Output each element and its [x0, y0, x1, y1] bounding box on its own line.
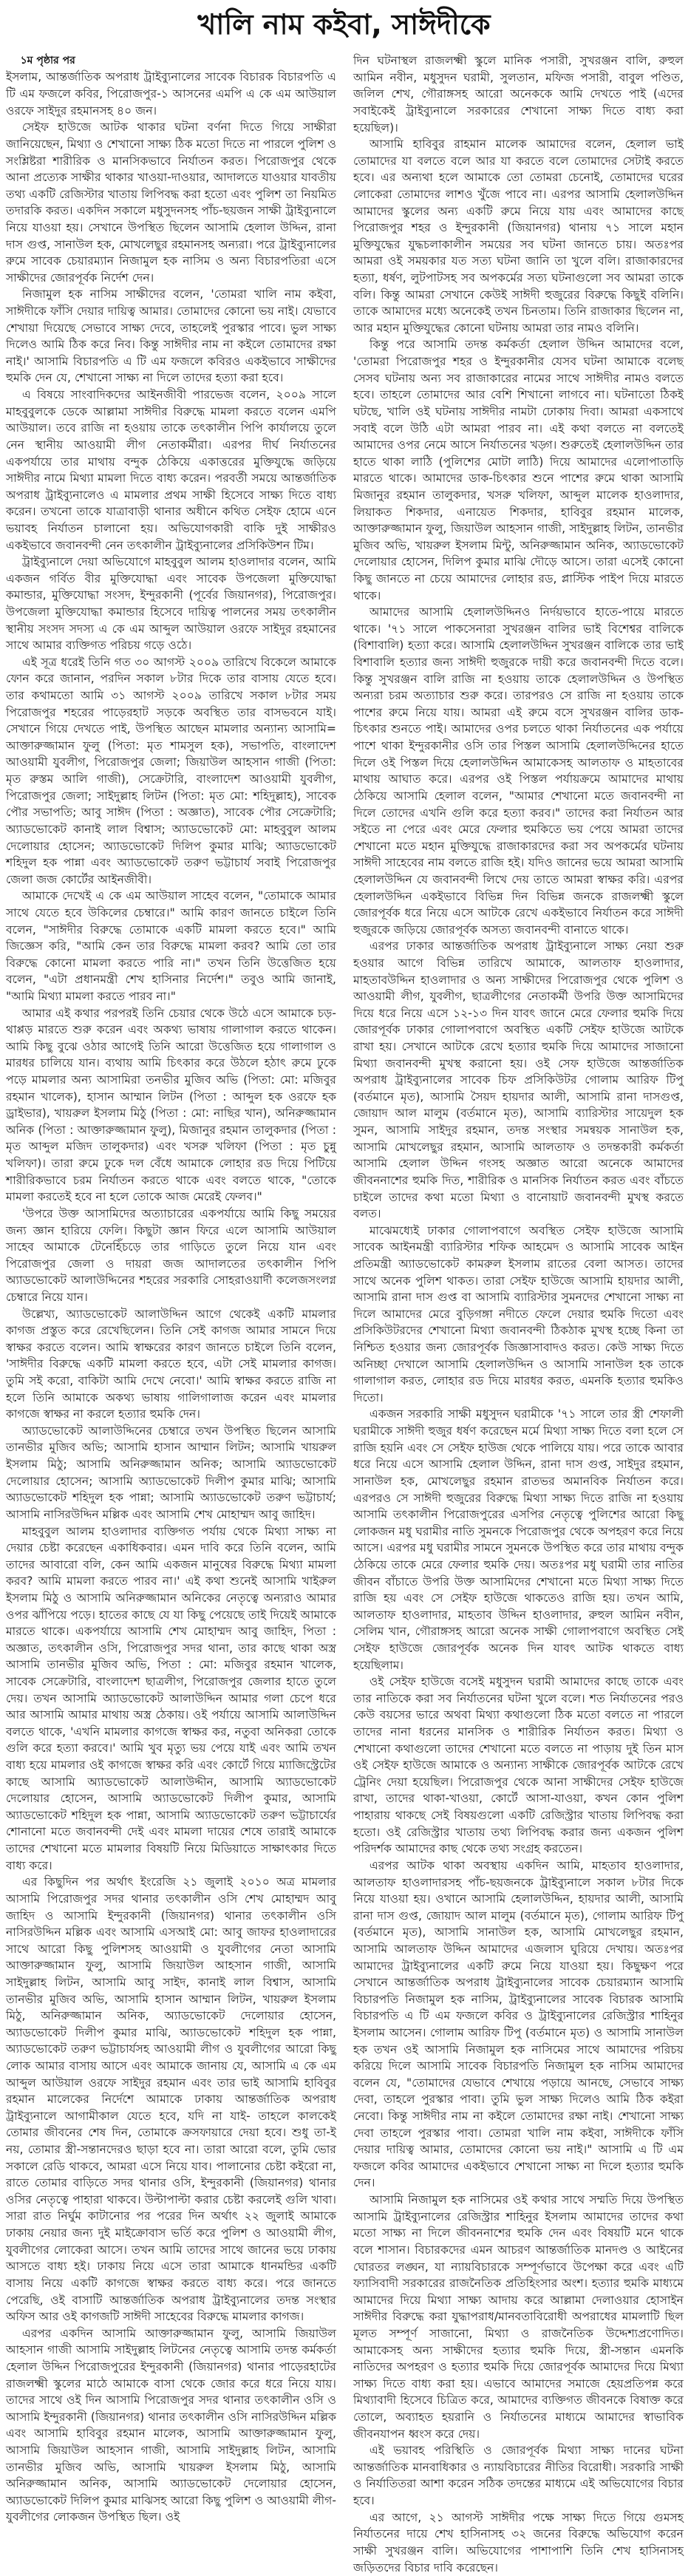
paragraph: আমাকে দেখেই এ কে এম আউয়াল সাহেব বলেন, "তোমাকে আমার সাথে যেতে হবে উকিলের চেম্বারে।" আমি কারণ জানতে চাইলে তিনি বলেন, "সাঈদীর বিরুদ্ধে তোমাকে একটি মামলা করতে হবে।" আমি জিজ্ঞেস করি, "আমি কেন তার বিরুদ্ধে মামলা করব? আমি তো তার বিরুদ্ধে কোনো মামলা করতে পারি না।" তখন তিনি উত্তেজিত হয়ে বলেন, "এটা প্রধানমন্ত্রী শেখ হাসিনার নির্দেশ।" তবুও আমি জানাই, "আমি মিথ্যা মামলা করতে পারব না।"	[6, 889, 336, 1003]
paragraph: এরপর একদিন আসামি আক্তারুজ্জামান ফুলু, আসামি জিয়াউল আহসান গাজী আসামি সাইদুল্লাহ লিটনের নেতৃত্বে আসামি তদন্ত কর্মকর্তা হেলাল উদ্দিন পিরোজপুরের ইন্দুরকানী (জিয়ানগর) থানার পাড়েরহাটের রাজলক্ষ্মী স্কুলের মাঠে আমাকে বাসা থেকে জোর করে ধরে নিয়ে যায়। তাদের সাথে ওই দিন আসামি পিরোজপুর সদর থানার তৎকালীন ওসি ও আসামি ইন্দুরকানী (জিয়ানগর) থানার তৎকালীন ওসি নাসিরউদ্দিন মল্লিক এবং আসামি হাবিবুর রহমান মালেক, আসামি আক্তারুজ্জামান ফুলু, আসামি জিয়াউল আহসান গাজী, আসামি সাইদুল্লাহ লিটন, আসামি তানভীর মুজিব অভি, আসামি খায়রুল ইসলাম মিঠু, আসামি অনিরুজ্জামান অনিক, আসামি অ্যাডভোকেট দেলোয়ার হোসেন, অ্যাডভোকেট দিলিপ কুমার মাঝিসহ আরো কিছু পুলিশ ও আওয়ামী লীগ-যুবলীগের লোকজন উপস্থিত ছিল। ওই	[6, 2326, 336, 2524]
paragraph: এই ভয়াবহ পরিস্থিতি ও জোরপূর্বক মিথ্যা সাক্ষ্য দানের ঘটনা আন্তর্জাতিক মানবাধিকার ও ন্যায়বিচারের নীতির বিরোধী। সরকারি সাক্ষী ও নির্যাতিতরা আশা করেন সঠিক তদন্তের মাধ্যমে এই অভিযোগের বিচার হবে।	[353, 2444, 684, 2508]
paragraph: দিন ঘটনাস্থল রাজলক্ষ্মী স্কুলে মানিক পসারী, সুখরঞ্জন বালি, রুহুল আমিন নবীন, মধুসুদন ঘরামী, সুলতান, মফিজ পসারী, বাবুল পণ্ডিত, জলিল শেখ, গৌরাঙ্গসহ আরো অনেককে আমি দেখতে পাই (এদের সবাইকেই ট্রাইব্যুনালে সরকারের শেখানো সাক্ষ্য দিতে বাধ্য করা হয়েছিল)।	[353, 54, 684, 135]
paragraph: আমার এই কথার পরপরই তিনি চেয়ার থেকে উঠে এসে আমাকে চড়-থাপ্পড় মারতে শুরু করেন এবং অকথ্য ভাষায় গালাগাল করতে থাকেন। আমি কিছু বুঝে ওঠার আগেই তিনি আরো উত্তেজিত হয়ে গালাগাল ও মারধর চালিয়ে যান। ব্যথায় আমি চিৎকার করে উঠলে হঠাৎ রুমে ঢুকে পড়ে মামলার অন্য আসামিরা তনভীর মুজিব অভি (পিতা: মো: মজিবুর রহমান খালেক), হাসান আম্মান লিটন (পিতা : আব্দুল হক ওরফে হক ড্রাইভার), খায়রুল ইসলাম মিঠু (পিতা : মো: নাছির খান), অনিরুজ্জামান অনিক (পিতা : আক্তারুজ্জামান ফুলু), মিজানুর রহমান তালুকদার (পিতা : মৃত আব্দুল মজিদ তালুকদার) এবং খসরু খলিফা (পিতা : মৃত চুন্নু খলিফা)। তারা রুমে ঢুকে দল বেঁধে আমাকে লোহার রড দিয়ে পিটিয়ে শারীরিকভাবে চরম নির্যাতন করতে থাকে এবং বলতে থাকে, "তোকে মামলা করতেই হবে না হলে তোকে আজ মেরেই ফেলব।"	[6, 1006, 336, 1204]
paragraph: নিজামুল হক নাসিম সাক্ষীদের বলেন, 'তোমরা খালি নাম কইবা, সাঈদীকে ফাঁসি দেয়ার দায়িত্ব আমার। তোমাদের কোনো ভয় নাই। যেভাবে শেখায়া দিয়েছে সেভাবে সাক্ষ্য দেবে, তাহলেই পুরস্কার পাবে। ভুল সাক্ষ্য দিলেও আমি ঠিক করে নিব। কিন্তু সাঈদীর নাম না কইলে তোমাদের রক্ষা নাই।' আসামি বিচারপতি এ টি এম ফজলে কবিরও একইভাবে সাক্ষীদের হুমকি দেন যে, শেখানো সাক্ষ্য না দিলে তাদের হত্যা করা হবে।	[6, 288, 336, 385]
paragraph: উল্লেখ্য, অ্যাডভোকেট আলাউদ্দিন আগে থেকেই একটি মামলার কাগজ প্রস্তুত করে রেখেছিলেন। তিনি সেই কাগজ আমার সামনে দিয়ে স্বাক্ষর করতে বলেন। আমি স্বাক্ষরের কারণ জানতে চাইলে তিনি বলেন, 'সাঈদীর বিরুদ্ধে একটি মামলা করতে হবে, এটা সেই মামলার কাগজ। তুমি সই করো, বাকিটা আমি দেখে নেবো।' আমি স্বাক্ষর করতে রাজি না হলে তিনি আমাকে অকথ্য ভাষায় গালিগালাজ করেন এবং মামলার কাগজে স্বাক্ষর না করলে হত্যার হুমকি দেন।	[6, 1307, 336, 1421]
paragraph: এর কিছুদিন পর অর্থাৎ ইংরেজি ২১ জুলাই ২০১০ অত্র মামলার আসামি পিরোজপুর সদর থানার তৎকালীন ওসি শেখ মোহাম্মদ আবু জাহিদ ও আসামি ইন্দুরকানী (জিয়ানগর) থানার তৎকালীন ওসি নাসিরউদ্দিন মল্লিক এবং আসামি এসআই মো: আবু জাফর হাওলাদারের সাথে আরো কিছু পুলিশসহ আওয়ামী ও যুবলীগের নেতা আসামি আক্তারুজ্জামান ফুলু, আসামি জিয়াউল আহসান গাজী, আসামি সাইদুল্লাহ লিটন, আসামি আবু সাইদ, কানাই লাল বিশ্বাস, আসামি তানভীর মুজিব অভি, আসামি হাসান আম্মান লিটন, খায়রুল ইসলাম মিঠু, অনিরুজ্জামান অনিক, অ্যাডভোকেট দেলোয়ার হোসেন, অ্যাডভোকেট দিলীপ কুমার মাঝি, অ্যাডভোকেট শহিদুল হক পান্না, অ্যাডভোকেট তরুণ ভট্টাচার্যসহ আওয়ামী লীগ ও যুবলীগের আরো কিছু লোক আমার বাসায় আসে এবং আমাকে জানায় যে, আসামি এ কে এম আব্দুল আউয়াল ওরফে সাইদুর রহমান এবং তার ভাই আসামি হাবিবুর রহমান মালেকের নির্দেশে আমাকে ঢাকায় আন্তর্জাতিক অপরাধ ট্রাইব্যুনালে আগামীকাল যেতে হবে, যদি না যাই- তাহলে কালকেই তোমার জীবনের শেষ দিন, তোমাকে ক্রসফায়ারে দেয়া হবে। শুধু তা-ই নয়, তোমার স্ত্রী-সন্তানদেরও ছাড়া হবে না। তারা আরো বলে, তুমি ভোর সকালে রেডি থাকবে, আমরা এসে নিয়ে যাব। পালানোর চেষ্টা কইরো না, রাতে তোমার বাড়িতে সদর থানার ওসি, ইন্দুরকানী (জিয়ানগর) থানার ওসির নেতৃত্বে পাহারা থাকবে। উল্টাপাল্টা করার চেষ্টা করলেই গুলি খাবা। সারা রাত নির্ঘুম কাটানোর পর পরের দিন অর্থাৎ ২২ জুলাই আমাকে ঢাকায় নেয়ার জন্য দুই মাইক্রোবাস ভর্তি করে পুলিশ ও আওয়ামী লীগ, যুবলীগের লোকেরা আসে। তখন আমি তাদের সাথে জানের ভয়ে ঢাকায় আসতে বাধ্য হই। ঢাকায় নিয়ে এসে তারা আমাকে ধানমন্ডির একটি বাসায় নিয়ে একটি কাগজে স্বাক্ষর করতে বাধ্য করে। পরে জানতে পেরেছি, ওই বাসাটি আন্তর্জাতিক অপরাধ ট্রাইব্যুনালের তদন্ত সংস্থার অফিস আর ওই কাগজটি সাঈদী সাহেবের বিরুদ্ধে মামলার কাগজ।	[6, 1875, 336, 2324]
paragraph: আসামি হাবিবুর রাহমান মালেক আমাদের বলেন, হেলাল ভাই তোমাদের যা বলতে বলে আর যা করতে বলে তোমাদের সেটাই করতে হবে। এর অন্যথা হলে আমাকে তো তোমরা চেনোই, তোমাদের ঘরের লোকেরা তোমাদের লাশও খুঁজে পাবে না। এরপর আসামি হেলালউদ্দিন আমাদের স্কুলের অন্য একটি রুমে নিয়ে যায় এবং আমাদের কাছে পিরোজপুর শহর ও ইন্দুরকানী (জিয়ানগর) থানায় ৭১ সালে মহান মুক্তিযুদ্ধের যুদ্ধচলাকালীন সময়ের সব ঘটনা জানতে চায়। অতঃপর আমরা ওই সময়কার যত সত্য ঘটনা জানি তা খুলে বলি। রাজাকারদের হত্যা, ধর্ষণ, লুটপাটসহ সব অপকর্মের সত্য ঘটনাগুলো সব আমরা তাকে বলি। কিন্তু আমরা সেখানে কেউই সাঈদী হুজুরের বিরুদ্ধে কিছুই বলিনি। তাকে আমাদের মধ্যে অনেকেই তখন চিনতাম। তিনি রাজাকার ছিলেন না, আর মহান মুক্তিযুদ্ধের কোনো ঘটনায় আমরা তার নামও বলিনি।	[353, 137, 684, 335]
paragraph: ইসলাম, আন্তর্জাতিক অপরাধ ট্রাইব্যুনালের সাবেক বিচারক বিচারপতি এ টি এম ফজলে কবির, পিরোজপুর-১ আসনের এমপি এ কে এম আউয়াল ওরফে সাইদুর রহমানসহ ৪০ জন।	[6, 70, 336, 118]
paragraph: মাহবুবুল আলম হাওলাদার ব্যক্তিগত পর্যায় থেকে মিথ্যা সাক্ষ্য না দেয়ার চেষ্টা করেছেন একাধিকবার। এমন দাবি করে তিনি বলেন, আমি তাদের আবারো বলি, কেন আমি একজন মানুষের বিরুদ্ধে মিথ্যা মামলা করব? আমি মামলা করতে পারব না।' এই কথা শুনেই আসামি খাইরুল ইসলাম মিঠু ও আসামি অনিরুজ্জামান অনিকের নেতৃত্বে অন্যরাও আমার ওপর ঝাঁপিয়ে পড়ে। হাতের কাছে যে যা কিছু পেয়েছে তাই দিয়েই আমাকে মারতে থাকে। একপর্যায়ে আসামি শেখ মোহাম্মদ আবু জাহিদ, পিতা : অজ্ঞাত, তৎকালীন ওসি, পিরোজপুর সদর থানা, তার কাছে থাকা অস্ত্র আসামি তানভীর মুজিব অভি, পিতা : মো: মজিবুর রহমান খালেক, সাবেক সেক্রেটারি, বাংলাদেশ ছাত্রলীগ, পিরোজপুর জেলার হাতে তুলে দেয়। তখন আসামি অ্যাডভোকেট আলাউদ্দিন আমার গলা চেপে ধরে আর আসামি আমার মাথায় অস্ত্র ঠেকায়। ওই পর্যায়ে আসামি আলাউদ্দিন বলতে থাকে, 'এখনি মামলার কাগজে স্বাক্ষর কর, নতুবা অনিকরা তোকে গুলি করে হত্যা করবে।' আমি খুব মৃত্যু ভয় পেয়ে যাই এবং আমি তখন বাধ্য হয়ে মামলার ওই কাগজে স্বাক্ষর করি এবং কোর্টে গিয়ে ম্যাজিস্ট্রেটের কাছে আসামি অ্যাডভোকেট আলাউদ্দীন, আসামি অ্যাডভোকেট দেলোয়ার হোসেন, আসামি অ্যাডভোকেট দিলীপ কুমার, আসামি অ্যাডভোকেট শহিদুল হক পান্না, আসামি অ্যাডভোকেট তরুণ ভট্টাচার্যের শোনানো মতে জবানবন্দী দেই এবং মামলা দায়ের শেষে তারাই আমাকে তাদের শেখানো মতে মামলার বিষয়টি নিয়ে মিডিয়াতে সাক্ষাৎকার দিতে বাধ্য করে।	[6, 1524, 336, 1872]
paragraph: আসামি নিজামুল হক নাসিমের ওই কথার সাথে সম্মতি দিয়ে উপস্থিত আসামি ট্রাইব্যুনালের রেজিস্ট্রার শাহিনুর ইসলাম আমাদের তাদের কথা মতো সাক্ষ্য না দিলে জীবননাশের হুমকি দেন এবং বিষয়টি মনে থাকে বলে শাসান। বিচারকদের এমন আচরণ আন্তর্জাতিক মানদণ্ড ও আইনের ঘোরতর লঙ্ঘন, যা ন্যায়বিচারকে সম্পূর্ণভাবে উপেক্ষা করে এবং এটি ফ্যাসিবাদী সরকারের রাজনৈতিক প্রতিহিংসার অংশ। হত্যার হুমকি মাধ্যমে আমাদের দিয়ে মিথ্যা সাক্ষ্য আদায় করে আল্লামা দেলাওয়ার হোসাইন সাঈদীর বিরুদ্ধে করা যুদ্ধাপরাধ/মানবতাবিরোধী অপরাধের মামলাটি ছিল মূলত সম্পূর্ণ সাজানো, মিথ্যা ও রাজনৈতিক উদ্দেশ্যপ্রণোদিত। আমাকেসহ অন্য সাক্ষীদের হত্যার হুমকি দিয়ে, স্ত্রী-সন্তান এমনকি নাতিদের অপহরণ ও হত্যার হুমকি দিয়ে জোরপূর্বক আমাদের দিয়ে মিথ্যা সাক্ষ্য দিতে বাধ্য করা হয়। এভাবে আমাদের সমাজে হেয়প্রতিপন্ন করে মিথ্যাবাদী হিসেবে চিত্রিত করে, আমাদের ব্যক্তিগত জীবনকে বিষাক্ত করে তোলে, অব্যাহত হয়রানি ও নির্যাতনের মাধ্যমে আমাদের স্বাভাবিক জীবনযাপন ধ্বংস করে দেয়।	[353, 2193, 684, 2441]
continued-from-label: ১ম পৃষ্ঠার পর	[20, 55, 75, 67]
paragraph: 'উপরে উক্ত আসামিদের অত্যাচারের একপর্যায়ে আমি কিছু সময়ের জন্য জ্ঞান হারিয়ে ফেলি। কিছুটা জ্ঞান ফিরে এলে আসামি আউয়াল সাহেব আমাকে টেনেহিঁচড়ে তার গাড়িতে তুলে নিয়ে যান এবং পিরোজপুর জেলা ও দায়রা জজ আদালতের তৎকালীন পিপি অ্যাডভোকেট আলাউদ্দিনের শহরের সরকারি সোহরাওয়ার্দী কলেজসংলগ্ন চেম্বারে নিয়ে যান।	[6, 1206, 336, 1304]
article-column-left	[6, 52, 336, 2526]
article-column-right	[353, 52, 684, 2576]
paragraph: ট্রাইব্যুনালে দেয়া অভিযোগে মাহবুবুল আলম হাওলাদার বলেন, আমি একজন গর্বিত বীর মুক্তিযোদ্ধা এবং সাবেক উপজেলা মুক্তিযোদ্ধা কমান্ডার, মুক্তিযোদ্ধা সংসদ, ইন্দুরকানী (পূর্বের জিয়ানগর), পিরোজপুর। উপজেলা মুক্তিযোদ্ধা কমান্ডার হিসেবে দায়িত্ব পালনের সময় তৎকালীন স্থানীয় সংসদ সদস্য এ কে এম আব্দুল আউয়াল ওরফে সাইদুর রহমানের সাথে আমার ব্যক্তিগত পরিচয় গড়ে ওঠে।	[6, 555, 336, 653]
paragraph: আমাদের আসামি হেলালউদ্দিনও নির্দয়ভাবে হাতে-পায়ে মারতে থাকে। '৭১ সালে পাকসেনারা সুখরঞ্জন বালির ভাই বিশেশ্বর বালিকে (বিশাবালি) হত্যা করে। আসামি হেলালউদ্দিন সুখরঞ্জন বালিকে তার ভাই বিশাবালি হত্যার জন্য সাঈদী হুজুরকে দায়ী করে জবানবন্দী দিতে বলে। কিন্তু সুখরঞ্জন বালি রাজি না হওয়ায় তাকে হেলালউদ্দিন ও উপস্থিত অন্যরা চরম অত্যাচার শুরু করে। তারপরও সে রাজি না হওয়ায় তাকে পাশের রুমে নিয়ে যায়। আমরা এই রুমে বসে সুখরঞ্জন বালির ডাক-চিৎকার শুনতে পাই। আমাদের ওপর চলতে থাকা নির্যাতনের এক পর্যায়ে পাশে থাকা ইন্দুরকানীর ওসি তার পিস্তল আসামি হেলালউদ্দিনের হাতে দিলে ওই পিস্তল দিয়ে হেলালউদ্দিন আমাকেসহ আলতাফ ও মাহতাবের মাথায় আঘাত করে। এরপর ওই পিস্তল পর্যায়ক্রমে আমাদের মাথায় ঠেকিয়ে আসামি হেলাল বলেন, "আমার শেখানো মতে জবানবন্দী না দিলে তোদের এখনি গুলি করে হত্যা করব।" তাদের করা নির্যাতন আর সইতে না পেরে এবং মেরে ফেলার হুমকিতে ভয় পেয়ে আমরা তাদের শেখানো মতে মহান মুক্তিযুদ্ধে রাজাকারদের করা সব অপকর্মের ঘটনায় সাঈদী সাহেবের নাম বলতে রাজি হই। যদিও জানের ভয়ে আমরা আসামি হেলালউদ্দিন যে জবানবন্দী লিখে দেয় তাতে আমরা স্বাক্ষর করি। এরপর হেলালউদ্দিন একইভাবে বিভিন্ন দিন বিভিন্ন জনকে রাজলক্ষ্মী স্কুলে জোরপূর্বক ধরে নিয়ে এসে আটকে রেখে একইভাবে নির্যাতন করে সাঈদী হুজুরকে জড়িয়ে জোরপূর্বক অসত্য জবানবন্দী বানাতে থাকে।	[353, 605, 684, 937]
paragraph: এরপর আটক থাকা অবস্থায় একদিন আমি, মাহতাব হাওলাদার, আলতাফ হাওলাদারসহ পাঁচ-ছয়জনকে ট্রাইব্যুনালে সকাল ৮টার দিকে নিয়ে যাওয়া হয়। ওখানে আসামি হেলালউদ্দিন, হায়দার আলী, আসামি রানা দাস গুপ্ত, জোয়াদ আল মালুম (বর্তমানে মৃত), গোলাম আরিফ টিপু (বর্তমানে মৃত), আসামি সানাউল হক, আসামি মোখলেছুর রহমান, আসামি আলতাফ উদ্দিন আমাদের এজলাস ঘুরিয়ে দেখায়। অতঃপর আমাদের ট্রাইব্যুনালের একটি রুমে নিয়ে যাওয়া হয়। কিছুক্ষণ পরে সেখানে আন্তর্জাতিক অপরাধ ট্রাইব্যুনালের সাবেক চেয়ারম্যান আসামি বিচারপতি নিজামুল হক নাসিম, ট্রাইব্যুনালের সাবেক বিচারক আসামি বিচারপতি এ টি এম ফজলে কবির ও ট্রাইব্যুনালের রেজিস্ট্রার শাহিনুর ইসলাম আসেন। গোলাম আরিফ টিপু (বর্তমানে মৃত) ও আসামি সানাউল হক তখন ওই আসামি নিজামুল হক নাসিমের সাথে আমাদের পরিচয় করিয়ে দিলে আসামি সাবেক বিচারপতি নিজামুল হক নাসিম আমাদের বলেন যে, "তোমাদের যেভাবে শেখায়ে পড়ায়ে আনছে, সেভাবে সাক্ষ্য দেবা, তাহলে পুরস্কার পাবা। তুমি ভুল সাক্ষ্য দিলেও আমি ঠিক কইরা নেবো। কিন্তু সাঈদীর নাম না কইলে তোমাদের রক্ষা নাই। শেখানো সাক্ষ্য দেবা তাহলে পুরস্কার পাবা। তোমরা খালি নাম কইবা, সাঈদীকে ফাঁসি দেয়ার দায়িত্ব আমার, তোমাদের কোনো ভয় নাই।" আসামি এ টি এম ফজলে কবির আমাদের একইভাবে শেখানো সাক্ষ্য না দিলে হত্যার হুমকি দেন।	[353, 1858, 684, 2190]
paragraph: অ্যাডভোকেট আলাউদ্দিনের চেম্বারে তখন উপস্থিত ছিলেন আসামি তানভীর মুজিব অভি; আসামি হাসান আম্মান লিটন; আসামি খায়রুল ইসলাম মিঠু; আসামি অনিরুজ্জামান অনিক; আসামি অ্যাডভোকেট দেলোয়ার হোসেন; আসামি অ্যাডভোকেট দিলীপ কুমার মাঝি; আসামি অ্যাডভোকেট শহিদুল হক পান্না; আসামি অ্যাডভোকেট তরুণ ভট্টাচার্য; আসামি নাসিরউদ্দিন মল্লিক এবং আসামি শেখ মোহাম্মদ আবু জাহিদ।	[6, 1424, 336, 1521]
paragraph: সেইফ হাউজে আটক থাকার ঘটনা বর্ণনা দিতে গিয়ে সাক্ষীরা জানিয়েছেন, মিথ্যা ও শেখানো সাক্ষ্য ঠিক মতো দিতে না পারলে পুলিশ ও সংশ্লিষ্টরা শারীরিক ও মানসিকভাবে নির্যাতন করত। পিরোজপুর থেকে আনা প্রত্যেক সাক্ষীর থাকার খাওয়া-দাওয়ার, আদালতে যাওয়ার যাবতীয় তথ্য একটি রেজিস্টার খাতায় লিপিবদ্ধ করা হতো এবং পুলিশ তা নিয়মিত তদারকি করত। একদিন সকালে মধুসুদনসহ পাঁচ-ছয়জন সাক্ষী ট্রাইব্যুনালে নিয়ে যাওয়া হয়। সেখানে উপস্থিত ছিলেন আসামি হেলাল উদ্দিন, রানা দাস গুপ্ত, সানাউল হক, মোখলেছুর রহমানসহ অন্যরা। পরে ট্রাইব্যুনালের রুমে সাবেক চেয়ারম্যান নিজামুল হক নাসিম ও অন্য বিচারপতিরা এসে সাক্ষীদের জোরপূর্বক নির্দেশ দেন।	[6, 120, 336, 285]
paragraph: এ বিষয়ে সাংবাদিকদের আইনজীবী পারভেজ বলেন, ২০০৯ সালে মাহবুবুলকে ডেকে আল্লামা সাঈদীর বিরুদ্ধে মামলা করতে বলেন এমপি আউয়াল। তবে রাজি না হওয়ায় তাকে তৎকালীন পিপি কার্যালয়ে তুলে নেন স্থানীয় আওয়ামী লীগ নেতাকর্মীরা। এরপর দীর্ঘ নির্যাতনের একপর্যায়ে তার মাথায় বন্দুক ঠেকিয়ে একাত্তরের মুক্তিযুদ্ধে জড়িয়ে সাঈদীর নামে মিথ্যা মামলা দিতে বাধ্য করেন। পরবর্তী সময়ে আন্তর্জাতিক অপরাধ ট্রাইব্যুনালেও এ মামলার প্রথম সাক্ষী হিসেবে সাক্ষ্য দিতে বাধ্য করেন। তখনো তাকে যাত্রাবাড়ী থানার অধীনে কথিত সেইফ হোমে এনে ভয়াবহ নির্যাতন চালানো হয়। অভিযোগকারী বাকি দুই সাক্ষীরও একইভাবে জবানবন্দী নেন তৎকালীন ট্রাইব্যুনালের প্রসিকিউশন টিম।	[6, 388, 336, 552]
paragraph: এর আগে, ২১ আগস্ট সাঈদীর পক্ষে সাক্ষ্য দিতে গিয়ে গুমসহ নির্যাতনের দায়ে শেখ হাসিনাসহ ৩২ জনের বিরুদ্ধে অভিযোগ করেন সাক্ষী সুখরঞ্জন বালি। অভিযোগের পাশাপাশি তিনি শেখ হাসিনাসহ জড়িতদের বিচার দাবি করেছেন।	[353, 2510, 684, 2575]
article-body	[0, 52, 688, 2576]
paragraph: ওই সেইফ হাউজে বসেই মধুসুদন ঘরামী আমাদের কাছে তাকে এবং তার নাতিকে করা সব নির্যাতনের ঘটনা খুলে বলে। শত নির্যাতনের পরও কেউ বয়সের ভারে অথবা মিথ্যা কথাগুলো ঠিক মতো বলতে না পারলে তাদের নানা ধরনের মানসিক ও শারীরিক নির্যাতন করত। মিথ্যা ও শেখানো কথাগুলো তাদের শেখানো মতে বলতে না পাড়ায় দুই তিন মাস ওই সেইফ হাউজে আমাকে ও অন্যান্য সাক্ষীকে জোরপূর্বক আটকে রেখে ট্রেনিং দেয়া হয়েছিল। পিরোজপুর থেকে আনা সাক্ষীদের সেইফ হাউজে রাখা, তাদের থাকা-খাওয়া, কোর্টে আসা-যাওয়া, কখন কোন পুলিশ পাহারায় থাকছে সেই বিষয়গুলো একটি রেজিস্ট্রার খাতায় লিপিবদ্ধ করা হতো। ওই রেজিস্ট্রার খাতায় তথ্য লিপিবদ্ধ করার জন্য একজন পুলিশ পরিদর্শক আমাদের কাছ থেকে তথ্য সংগ্রহ করতেন।	[353, 1675, 684, 1856]
paragraph: এরপর ঢাকার আন্তর্জাতিক অপরাধ ট্রাইব্যুনালে সাক্ষ্য নেয়া শুরু হওয়ার আগে বিভিন্ন তারিখে আমাকে, আলতাফ হাওলাদার, মাহতাবউদ্দিন হাওলাদার ও অন্য সাক্ষীদের পিরোজপুর থেকে পুলিশ ও আওয়ামী লীগ, যুবলীগ, ছাত্রলীগের নেতাকর্মী উপরি উক্ত আসামিদের দিয়ে ধরে নিয়ে এসে ১২-১৩ দিন যাবৎ জানে মেরে ফেলার হুমকি দিয়ে জোরপূর্বক ঢাকার গোলাপবাগে অবস্থিত একটি সেইফ হাউজে আটকে রাখা হয়। সেখানে আটকে রেখে হত্যার হুমকি দিয়ে আমাদের সাজানো মিথ্যা জবানবন্দী মুখস্থ করানো হয়। ওই সেফ হাউজে আন্তর্জাতিক অপরাধ ট্রাইব্যুনালের সাবেক চিফ প্রসিকিউটর গোলাম আরিফ টিপু (বর্তমানে মৃত), আসামি সৈয়দ হায়দার আলী, আসামি রানা দাসগুপ্ত, জোয়াদ আল মালুম (বর্তমানে মৃত), আসামি ব্যারিস্টার সায়েদুল হক সুমন, আসামি সাইদুর রহমান, তদন্ত সংস্থার সমন্বয়ক সানাউল হক, আসামি মোখলেছুর রহমান, আসামি আলতাফ ও তদন্তকারী কর্মকর্তা আসামি হেলাল উদ্দিন গংসহ অজ্ঞাত আরো অনেকে আমাদের জীবননাশের হুমকি দিত, শারীরিক ও মানসিক নির্যাতন করত এবং বাঁচতে চাইলে তাদের কথা মতো মিথ্যা ও বানোয়াট জবানবন্দী মুখস্থ করতে বলত।	[353, 939, 684, 1221]
article-headline: খালি নাম কইবা, সাঈদীকে	[197, 8, 491, 41]
paragraph: একজন সরকারি সাক্ষী মধুসুদন ঘরামীকে '৭১ সালে তার স্ত্রী শেফালী ঘরামীকে সাঈদী হুজুর ধর্ষণ করেছেন মর্মে মিথ্যা সাক্ষ্য দিতে বলা হলে সে রাজি হয়নি এবং সে সেইফ হাউজ থেকে পালিয়ে যায়। পরে তাকে আবার ধরে নিয়ে এসে আসামি হেলাল উদ্দিন, রানা দাস গুপ্ত, সাইদুর রহমান, সানাউল হক, মোখলেছুর রহমান রাতভর অমানবিক নির্যাতন করে। এরপরও সে সাঈদী হুজুরের বিরুদ্ধে মিথ্যা সাক্ষ্য দিতে রাজি না হওয়ায় আসামি তৎকালীন পিরোজপুরের এসপির নেতৃত্বে পুলিশের আরো কিছু লোকজন মধু ঘরামীর নাতি সুমনকে পিরোজপুর থেকে অপহরণ করে নিয়ে আসে। এরপর মধু ঘরামীর সামনে সুমনকে উপস্থিত করে তার মাথায় বন্দুক ঠেকিয়ে তাকে মেরে ফেলার হুমকি দেয়। অতঃপর মধু ঘরামী তার নাতির জীবন বাঁচাতে উপরি উক্ত আসামিদের শেখানো মতে মিথ্যা সাক্ষ্য দিতে রাজি হয় এবং সে সেইফ হাউজে থাকতেও রাজি হয়। তখন আমি, আলতাফ হাওলাদার, মাহতাব উদ্দিন হাওলাদার, রুহুল আমিন নবীন, সেলিম খান, গৌরাঙ্গসহ আরো অনেক সাক্ষী গোলাপবাগে অবস্থিত সেই সেইফ হাউজে জোরপূর্বক অনেক দিন যাবৎ আটক থাকতে বাধ্য হয়েছিলাম।	[353, 1407, 684, 1672]
paragraph: এই সূত্র ধরেই তিনি গত ৩০ আগস্ট ২০০৯ তারিখে বিকেলে আমাকে ফোন করে জানান, পরদিন সকাল ৮টার দিকে তার বাসায় যেতে হবে। তার কথামতো আমি ৩১ আগস্ট ২০০৯ তারিখে সকাল ৮টার সময় পিরোজপুর শহরের পাড়েরহাট সড়কে অবস্থিত তার বাসভবনে যাই। সেখানে গিয়ে দেখতে পাই, উপস্থিত আছেন মামলার অন্যান্য আসামি= আক্তারুজ্জামান ফুলু (পিতা: মৃত শামসুল হক), সভাপতি, বাংলাদেশ আওয়ামী যুবলীগ, পিরোজপুর জেলা; জিয়াউল আহসান গাজী (পিতা: মৃত রুস্তম আলি গাজী), সেক্রেটারি, বাংলাদেশ আওয়ামী যুবলীগ, পিরোজপুর জেলা; সাইদুল্লাহ লিটন (পিতা: মৃত মো: শহিদুল্লাহ), সাবেক পৌর সভাপতি; আবু সাঈদ (পিতা : অজ্ঞাত), সাবেক পৌর সেক্রেটারি; অ্যাডভোকেট কানাই লাল বিশ্বাস; অ্যাডভোকেট মো: মাহবুবুল আলম দেলোয়ার হোসেন; অ্যাডভোকেট দিলিপ কুমার মাঝি; অ্যাডভোকেট শহিদুল হক পান্না এবং অ্যাডভোকেট তরুণ ভট্টাচার্য সবাই পিরোজপুর জেলা জজ কোর্টের আইনজীবী।	[6, 655, 336, 886]
paragraph: মাঝেমধ্যেই ঢাকার গোলাপবাগে অবস্থিত সেইফ হাউজে আসামি সাবেক আইনমন্ত্রী ব্যারিস্টার শফিক আহমেদ ও আসামি সাবেক আইন প্রতিমন্ত্রী অ্যাডভোকেট কামরুল ইসলাম রাতের বেলা আসত। তাদের সাথে অনেক পুলিশ থাকত। তারা সেইফ হাউজে আসামি হায়দার আলী, আসামি রানা দাস গুপ্ত বা আসামি ব্যারিস্টার সুমনদের শেখানো সাক্ষ্য না দিলে আমাদের মেরে বুড়িগঙ্গা নদীতে ফেলে দেয়ার হুমকি দিতো এবং প্রসিকিউটরদের শেখানো মিথ্যা জবানবন্দী ঠিকঠাক মুখস্থ হচ্ছে কিনা তা নিশ্চিত হওয়ার জন্য জোরপূর্বক জিজ্ঞাসাবাদও করত। কেউ সাক্ষ্য দিতে অনিচ্ছা দেখালে আসামি হেলালউদ্দিন ও আসামি সানাউল হক তাকে গালাগাল করত, লোহার রড দিয়ে মারধর করত, এমনকি হত্যার হুমকিও দিতো।	[353, 1223, 684, 1404]
paragraph: কিন্তু পরে আসামি তদন্ত কর্মকর্তা হেলাল উদ্দিন আমাদের বলে, 'তোমরা পিরোজপুর শহর ও ইন্দুরকানীর যেসব ঘটনা আমাকে বলেছ সেসব ঘটনায় অন্য সব রাজাকারের নামের সাথে সাঈদীর নামও বলতে হবে। তাহলে তোমাদের আর বেশি শিখানো লাগবে না। ঘটনাতো ঠিকই ঘটছে, খালি ওই ঘটনায় সাঈদীর নামটা ঢোকায় দিবা। আমরা একসাথে সবাই বলে উঠি এটা আমরা পারব না। এই কথা বলতে না বলতেই আমাদের ওপর নেমে আসে নির্যাতনের খড়্গ। শুরুতেই হেলালউদ্দিন তার হাতে থাকা লাঠি (পুলিশের মোটা লাঠি) দিয়ে আমাদের এলোপাতাড়ি মারতে থাকে। আমাদের ডাক-চিৎকার শুনে পাশের রুমে থাকা আসামি মিজানুর রহমান তালুকদার, খসরু খলিফা, আব্দুল মালেক হাওলাদার, লিয়াকত শিকদার, এনায়েত শিকদার, হাবিবুর রহমান মালেক, আক্তারুজ্জামান ফুলু, জিয়াউল আহসান গাজী, সাইদুল্লাহ লিটন, তানভীর মুজিব অভি, খায়রুল ইসলাম মিন্টু, অনিরুজ্জামান অনিক, অ্যাডভোকেট দেলোয়ার হোসেন, দিলিপ কুমার মাঝি দৌড়ে আসে। তারা এসেই কোনো কিছু জানতে না চেয়ে আমাদের লোহার রড, প্লাস্টিক পাইপ দিয়ে মারতে থাকে।	[353, 338, 684, 602]
